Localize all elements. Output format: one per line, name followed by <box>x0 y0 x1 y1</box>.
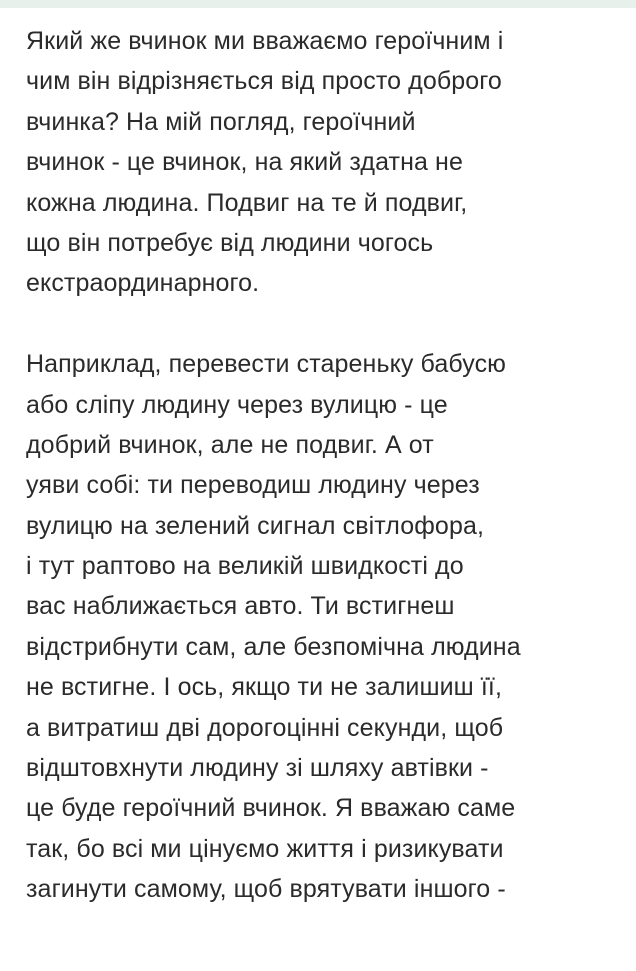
document-text <box>26 21 626 910</box>
text-line: і тут раптово на великій швидкості до <box>26 552 464 581</box>
text-line: чим він відрізняється від просто доброго <box>26 67 502 96</box>
text-line: Наприклад, перевести стареньку бабусю <box>26 350 507 379</box>
text-line: Який же вчинок ми вважаємо героїчним і <box>26 27 504 55</box>
text-line: вчинка? На мій погляд, героїчний <box>26 107 416 136</box>
top-strip <box>0 0 636 8</box>
text-line: добрий вчинок, але не подвиг. А от <box>26 430 434 459</box>
paragraph-2 <box>26 344 626 909</box>
paragraph-1 <box>26 21 626 304</box>
text-line: вулицю на зелений сигнал світлофора, <box>26 511 484 540</box>
text-line: кожна людина. Подвиг на те й подвиг, <box>26 188 468 217</box>
text-line: це буде героїчний вчинок. Я вважаю саме <box>26 794 516 823</box>
text-line: вчинок - це вчинок, на який здатна не <box>26 148 463 177</box>
text-line: не встигне. І ось, якщо ти не залишиш її, <box>26 673 503 702</box>
text-line: загинути самому, щоб врятувати іншого - <box>26 875 506 904</box>
paragraph-gap <box>26 304 626 344</box>
text-line: уяви собі: ти переводиш людину через <box>26 471 480 500</box>
text-line: а витратиш дві дорогоцінні секунди, щоб <box>26 713 504 742</box>
text-line: так, бо всі ми цінуємо життя і ризикувати <box>26 834 504 863</box>
text-line: вас наближається авто. Ти встигнеш <box>26 592 455 621</box>
text-line: екстраординарного. <box>26 269 260 298</box>
text-line: що він потребує від людини чогось <box>26 228 434 257</box>
text-line: відстрибнути сам, але безпомічна людина <box>26 632 521 661</box>
text-line: або сліпу людину через вулицю - це <box>26 390 448 419</box>
text-line: відштовхнути людину зі шляху автівки - <box>26 754 489 783</box>
